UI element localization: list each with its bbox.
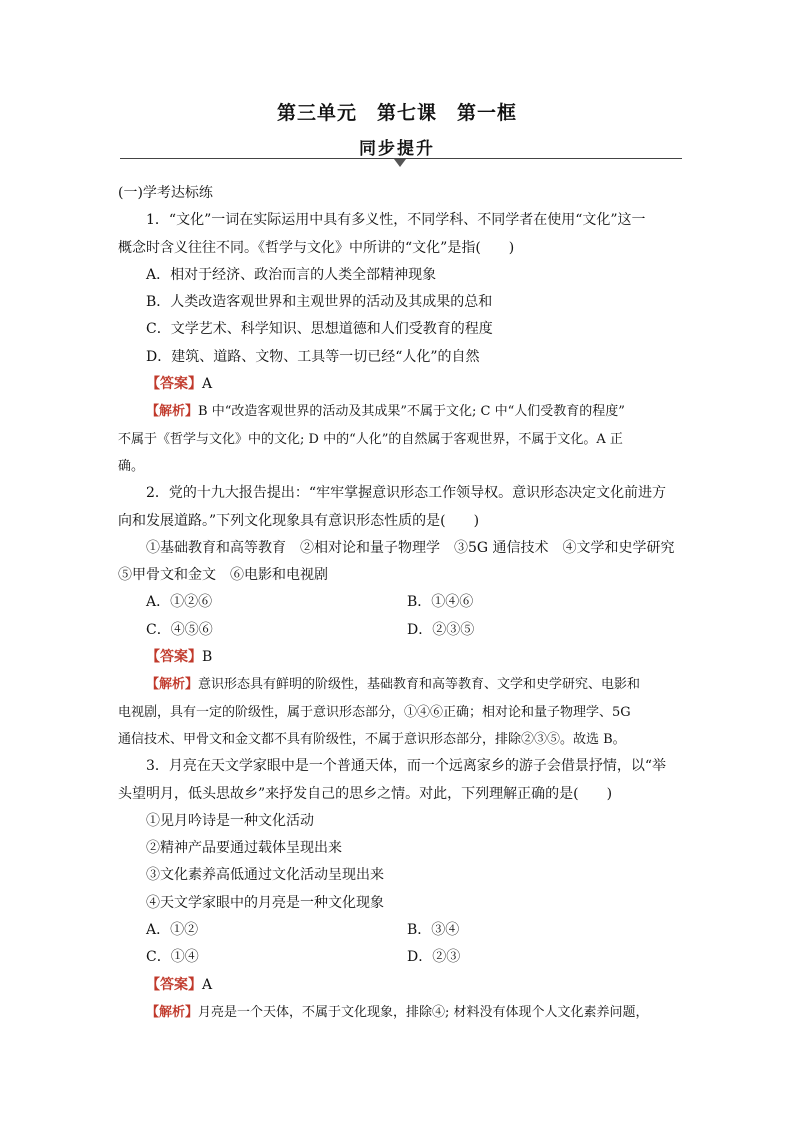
- divider-triangle-icon: [394, 159, 406, 167]
- statement-4: ④天文学家眼中的月亮是一种文化现象: [146, 894, 384, 911]
- option-c: C．文学艺术、科学知识、思想道德和人们受教育的程度: [146, 321, 493, 338]
- option-d: D．建筑、道路、文物、工具等一切已经“人化”的自然: [146, 348, 480, 365]
- option-b: B．①④⑥: [407, 594, 474, 611]
- answer-line: [118, 644, 680, 671]
- option-a: A．相对于经济、政治而言的人类全部精神现象: [146, 266, 437, 283]
- statement-3: ③文化素养高低通过文化活动呈现出来: [146, 867, 384, 884]
- question-stem-line: 向和发展道路。”下列文化现象具有意识形态性质的是( ): [118, 512, 480, 529]
- analysis-line: [118, 671, 680, 698]
- question-stem-line: 概念时含义往往不同。《哲学与文化》中所讲的“文化”是指( ): [118, 239, 515, 256]
- analysis-line: 通信技术、甲骨文和金文都不具有阶级性，不属于意识形态部分，排除②③⑤。故选 B。: [118, 731, 626, 747]
- analysis-line: 不属于《哲学与文化》中的文化; D 中的“人化”的自然属于客观世界，不属于文化。A 正: [118, 431, 623, 447]
- analysis-text: B 中“改造客观世界的活动及其成果”不属于文化; C 中“人们受教育的程度”: [198, 404, 625, 420]
- option-row: [118, 617, 680, 644]
- analysis-line: 确。: [118, 458, 145, 474]
- question-stem-line: 1．“文化”一词在实际运用中具有多义性，不同学科、不同学者在使用“文化”这一: [146, 212, 646, 229]
- question-stem-line: 3．月亮在天文学家眼中是一个普通天体，而一个远离家乡的游子会借景抒情，以“举: [146, 758, 667, 775]
- question-2: [118, 480, 680, 753]
- option-a: A．①②: [146, 922, 199, 939]
- analysis: [118, 671, 680, 753]
- analysis-tag: 【解析】: [146, 677, 199, 693]
- answer-tag: 【答案】: [146, 976, 202, 993]
- section-heading: (一)学考达标练: [118, 185, 213, 201]
- statement-line: ①基础教育和高等教育 ②相对论和量子物理学 ③5G 通信技术 ④文学和史学研究: [146, 539, 675, 556]
- statement-1: ①见月吟诗是一种文化活动: [146, 812, 314, 829]
- analysis-tag: 【解析】: [146, 404, 199, 420]
- analysis-line: [118, 398, 680, 425]
- option-row: [118, 917, 680, 944]
- answer-value: A: [202, 976, 213, 993]
- answer-line: [118, 972, 680, 999]
- page-title: 第三单元 第七课 第一框: [276, 102, 517, 124]
- option-c: C．①④: [146, 949, 199, 966]
- analysis-line: 电视剧，具有一定的阶级性，属于意识形态部分，①④⑥正确；相对论和量子物理学、5G: [118, 704, 631, 720]
- analysis: [118, 999, 680, 1026]
- analysis-text: 意识形态具有鲜明的阶级性，基础教育和高等教育、文学和史学研究、电影和: [198, 677, 641, 693]
- option-b: B．人类改造客观世界和主观世界的活动及其成果的总和: [146, 294, 493, 311]
- analysis-line: [118, 999, 680, 1026]
- answer-value: B: [202, 649, 213, 666]
- answer-line: [118, 371, 680, 398]
- question-3: [118, 753, 680, 1026]
- answer-tag: 【答案】: [146, 649, 202, 666]
- analysis-tag: 【解析】: [146, 1004, 199, 1020]
- content-body: [118, 180, 680, 1026]
- question-1: [118, 207, 680, 480]
- option-a: A．①②⑥: [146, 594, 213, 611]
- answer-value: A: [202, 376, 213, 393]
- statement-line: ⑤甲骨文和金文 ⑥电影和电视剧: [118, 567, 328, 584]
- option-c: C．④⑤⑥: [146, 621, 213, 638]
- option-d: D．②③⑤: [407, 621, 475, 638]
- option-b: B．③④: [407, 922, 460, 939]
- page-subtitle: 同步提升: [359, 139, 435, 159]
- statement-2: ②精神产品要通过载体呈现出来: [146, 840, 342, 857]
- option-row: [118, 944, 680, 971]
- option-row: [118, 589, 680, 616]
- option-d: D．②③: [407, 949, 461, 966]
- answer-tag: 【答案】: [146, 376, 202, 393]
- analysis-text: 月亮是一个天体，不属于文化现象，排除④; 材料没有体现个人文化素养问题，: [198, 1004, 649, 1020]
- question-stem-line: 2．党的十九大报告提出：“牢牢掌握意识形态工作领导权。意识形态决定文化前进方: [146, 485, 667, 502]
- question-stem-line: 头望明月，低头思故乡”来抒发自己的思乡之情。对此，下列理解正确的是( ): [118, 785, 613, 802]
- analysis: [118, 398, 680, 480]
